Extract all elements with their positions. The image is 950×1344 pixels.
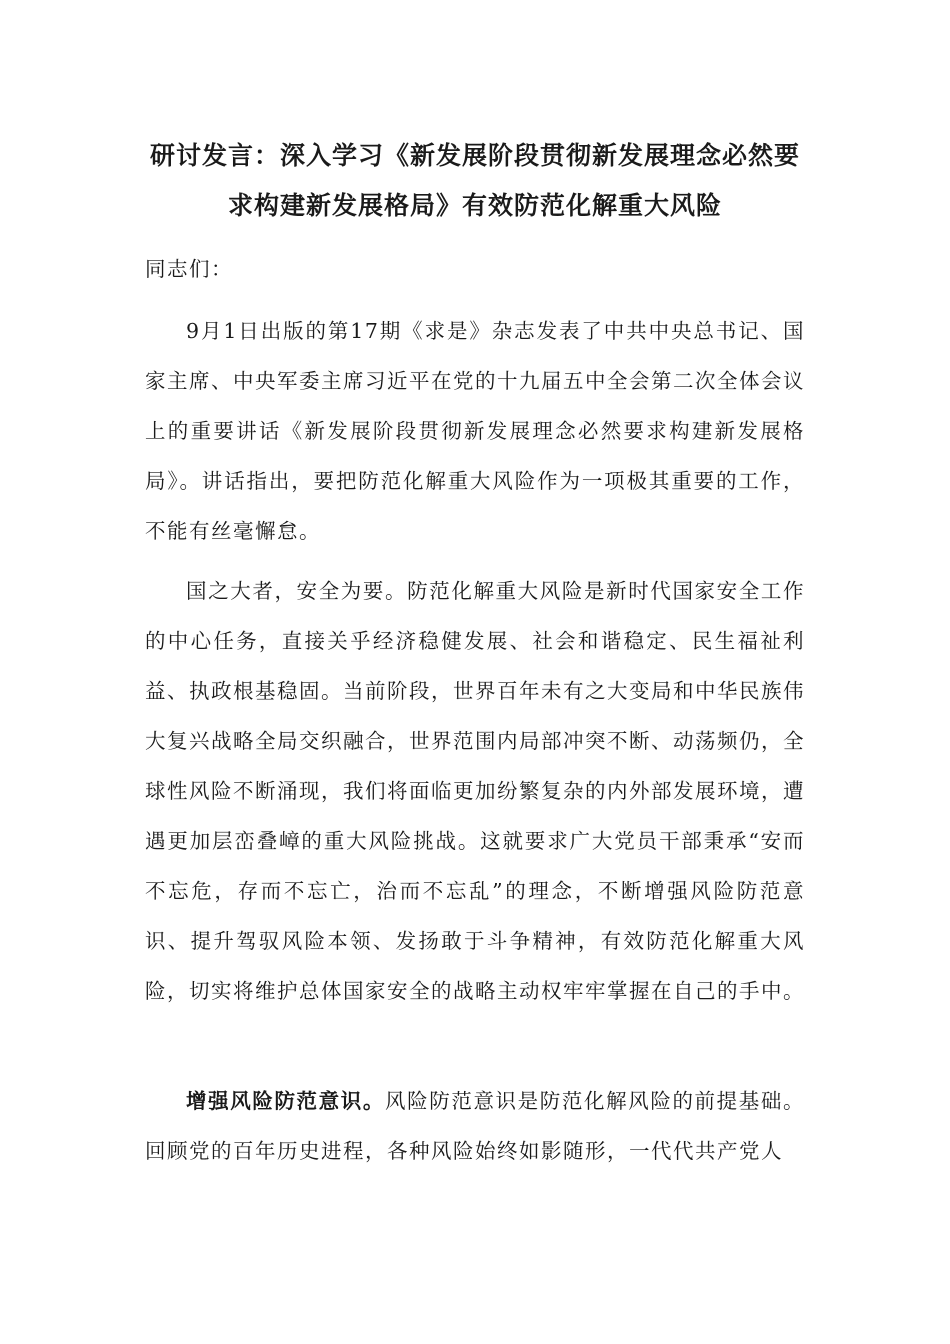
paragraph-3 — [145, 1076, 805, 1176]
paragraph-2 — [145, 566, 805, 1016]
paragraph-3-lead: 增强风险防范意识。 — [186, 1089, 385, 1113]
paragraph-1 — [145, 306, 805, 556]
document-title-line-1: 研讨发言：深入学习《新发展阶段贯彻新发展理念必然要 — [149, 141, 800, 170]
paragraph-3-text: 风险防范意识是防范化解风险的前提基础。回顾党的百年历史进程，各种风险始终如影随形，一代代共产党人 — [145, 1089, 805, 1163]
document-title-line-2: 求构建新发展格局》有效防范化解重大风险 — [227, 191, 722, 220]
salutation: 同志们： — [145, 257, 233, 281]
paragraph-1-text: 9月1日出版的第17期《求是》杂志发表了中共中央总书记、国家主席、中央军委主席习近平在党的十九届五中全会第二次全体会议上的重要讲话《新发展阶段贯彻新发展理念必然要求构建新发展格局》。讲话指出，要把防范化解重大风险作为一项极其重要的工作，不能有丝毫懈怠。 — [145, 319, 805, 543]
paragraph-2-text: 国之大者，安全为要。防范化解重大风险是新时代国家安全工作的中心任务，直接关乎经济稳健发展、社会和谐稳定、民生福祉利益、执政根基稳固。当前阶段，世界百年未有之大变局和中华民族伟大复兴战略全局交织融合，世界范围内局部冲突不断、动荡频仍，全球性风险不断涌现，我们将面临更加纷繁复杂的内外部发展环境，遭遇更加层峦叠嶂的重大风险挑战。这就要求广大党员干部秉承“安而不忘危，存而不忘亡，治而不忘乱”的理念，不断增强风险防范意识、提升驾驭风险本领、发扬敢于斗争精神，有效防范化解重大风险，切实将维护总体国家安全的战略主动权牢牢掌握在自己的手中。 — [145, 579, 805, 1003]
